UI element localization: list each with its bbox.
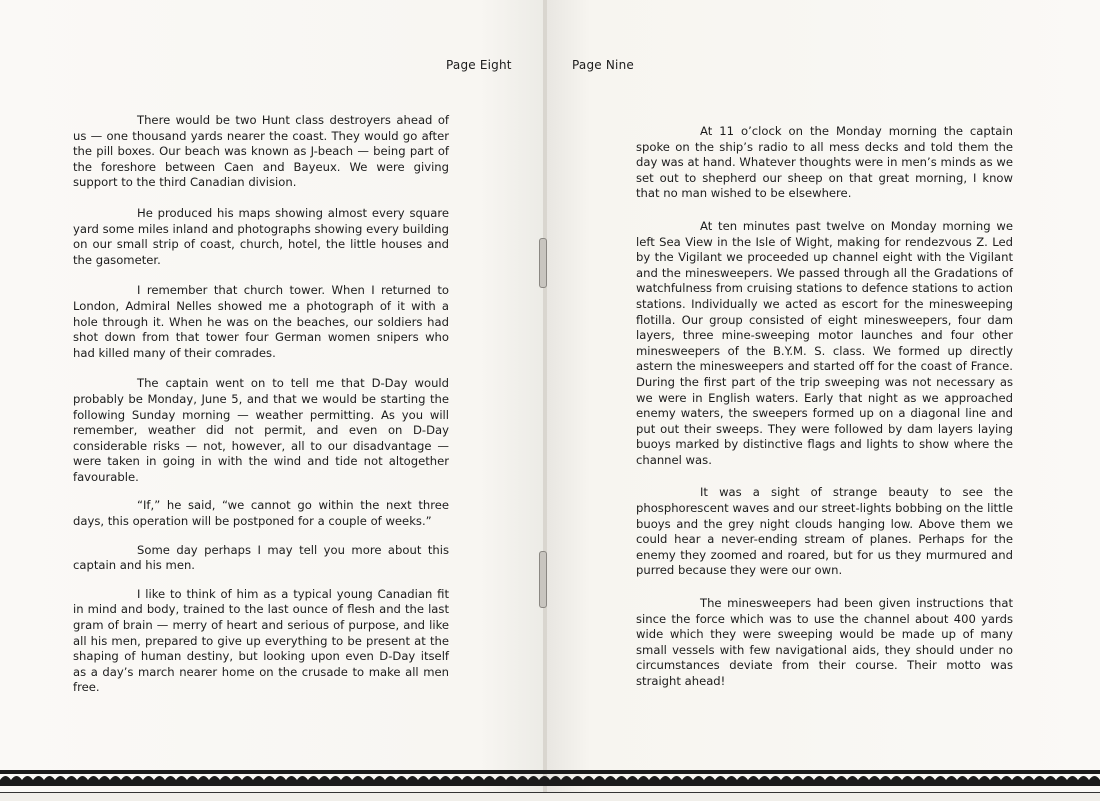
paragraph: At 11 o’clock on the Monday morning the captain spoke on the ship’s radio to all mess decks and told them the day was at hand. Whatever thoughts were in men’s minds as we set out to shepherd our sheep on that great morning, I know that no man wished to be elsewhere. [636, 124, 1013, 201]
paragraph: “If,” he said, “we cannot go within the next three days, this operation will be postponed for a couple of weeks.” [73, 498, 449, 529]
paragraph: Some day perhaps I may tell you more about this captain and his men. [73, 542, 449, 573]
left-page-text [73, 113, 449, 711]
right-page-text [636, 124, 1013, 707]
paragraph: He produced his maps showing almost every square yard some miles inland and photographs showing every building on our small strip of coast, church, hotel, the little houses and the gasometer. [73, 205, 449, 267]
staple-top [539, 238, 547, 288]
paragraph: At ten minutes past twelve on Monday morning we left Sea View in the Isle of Wight, making for rendezvous Z. Led by the Vigilant we proceeded up channel eight with the Vigilant and the minesweepers. We passed through all the Gradations of watchfulness from cruising stations to defence stations to action stations. Individually we acted as escort for the minesweeping flotilla. Our group consisted of eight minesweepers, four dam layers, three mine-sweeping motor launches and four other minesweepers of the B.Y.M. S. class. We formed up directly astern the minesweepers and started off for the coast of France. During the first part of the trip sweeping was not necessary as we were in English waters. Early that night as we approached enemy waters, the sweepers formed up on a diagonal line and put out their sweeps. They were followed by dam layers laying buoys marked by distinctive flags and lights to show where the channel was. [636, 218, 1013, 467]
center-fold [543, 0, 547, 801]
page-number-right: Page Nine [572, 58, 634, 72]
paragraph: The captain went on to tell me that D-Day would probably be Monday, June 5, and that we would be starting the following Sunday morning — weather permitting. As you will remember, weather did not permit, and even on D-Day considerable risks — not, however, all to our disadvantage — were taken in going in with the wind and tide not altogether favourable. [73, 376, 449, 484]
paragraph: It was a sight of strange beauty to see the phosphorescent waves and our street-lights bobbing on the little buoys and the grey night clouds hanging low. Above them we could hear a never-ending stream of planes. Perhaps for the enemy they zoomed and roared, but for us they murmured and purred because they were our own. [636, 485, 1013, 578]
paragraph: I remember that church tower. When I returned to London, Admiral Nelles showed me a photograph of it with a hole through it. When he was on the beaches, our soldiers had shot down from that tower four German women snipers who had killed many of their comrades. [73, 283, 449, 360]
scalloped-border [0, 760, 1100, 801]
page-number-left: Page Eight [446, 58, 512, 72]
paragraph: There would be two Hunt class destroyers ahead of us — one thousand yards nearer the coast. They would go after the pill boxes. Our beach was known as J-beach — being part of the foreshore between Caen and Bayeux. We were giving support to the third Canadian division. [73, 113, 449, 190]
paragraph: I like to think of him as a typical young Canadian fit in mind and body, trained to the last ounce of flesh and the last gram of brain — merry of heart and serious of purpose, and like all his men, prepared to give up everything to be present at the shaping of human destiny, but looking upon even D-Day itself as a day’s march nearer home on the crusade to make all men free. [73, 586, 449, 695]
staple-bottom [539, 551, 547, 608]
paragraph: The minesweepers had been given instructions that since the force which was to use the channel about 400 yards wide which they were sweeping would be made up of many small vessels with few navigational aids, they should under no circumstances deviate from their course. Their motto was straight ahead! [636, 596, 1013, 688]
